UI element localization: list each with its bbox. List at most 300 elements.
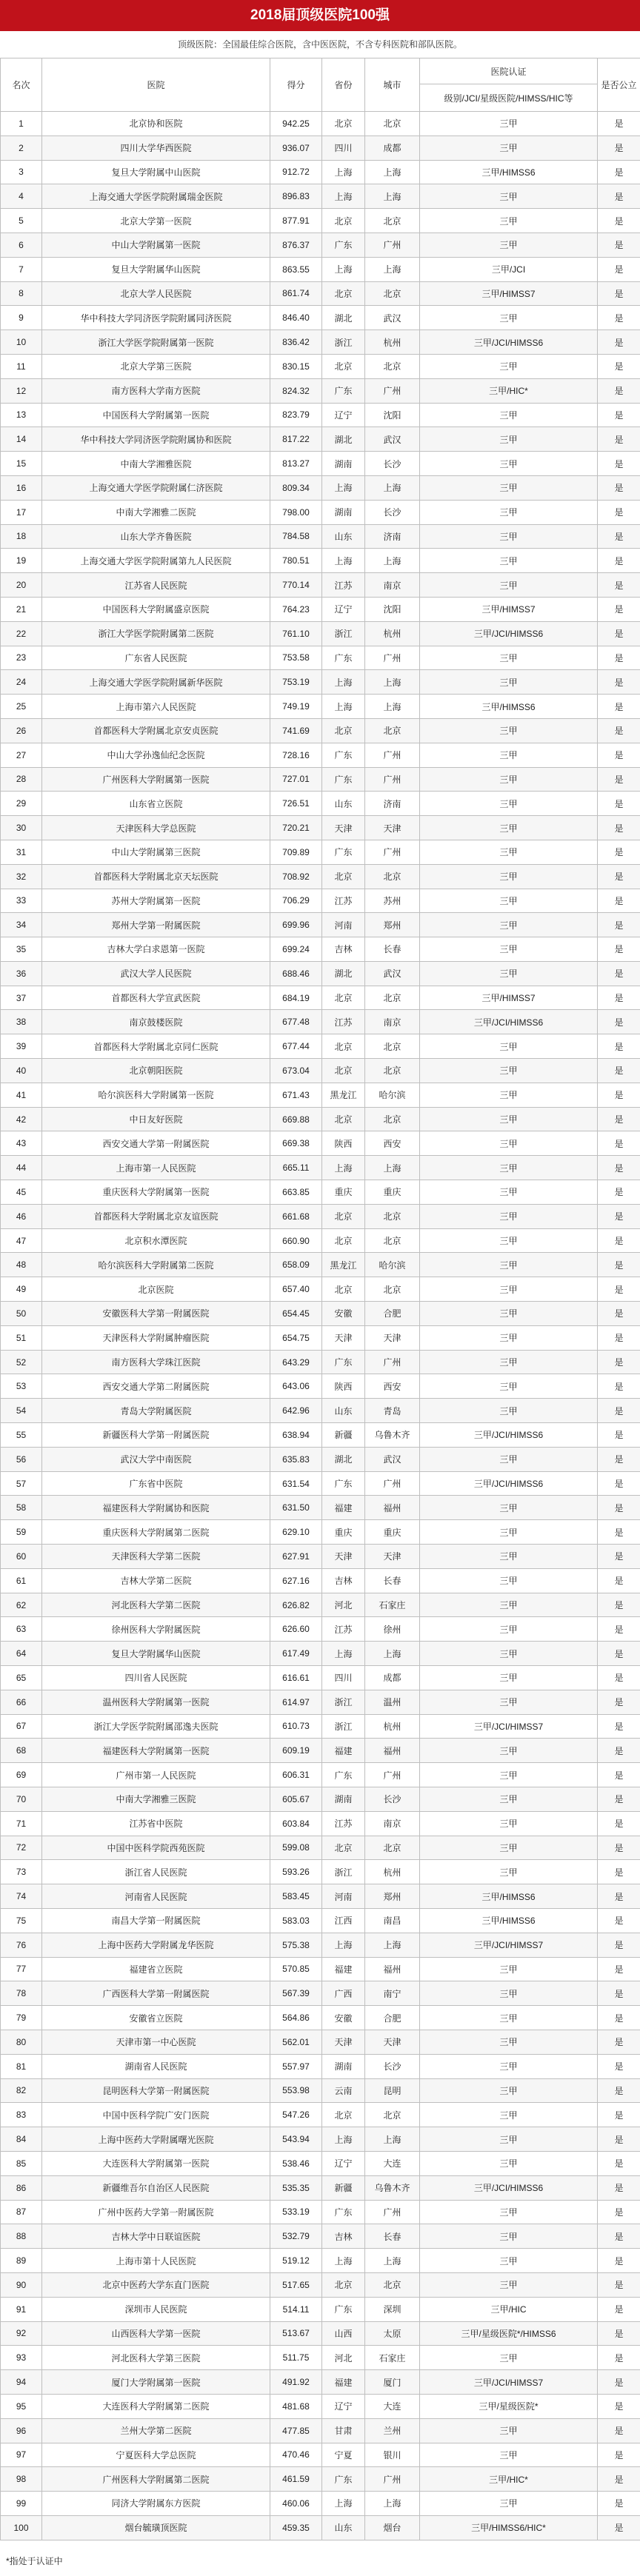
province-cell: 北京 <box>322 112 365 136</box>
certification-cell: 三甲/JCI/HIMSS6 <box>420 1423 598 1448</box>
certification-cell: 三甲 <box>420 1302 598 1326</box>
rank-cell: 73 <box>1 1860 42 1884</box>
table-row <box>1 1059 640 1083</box>
hospital-name-cell: 山东大学齐鲁医院 <box>42 524 270 549</box>
certification-cell: 三甲/星级医院* <box>420 2394 598 2418</box>
public-cell: 是 <box>598 452 640 476</box>
table-row <box>1 961 640 986</box>
public-cell: 是 <box>598 1908 640 1933</box>
rank-cell: 83 <box>1 2103 42 2127</box>
public-cell: 是 <box>598 136 640 160</box>
hospital-name-cell: 复旦大学附属华山医院 <box>42 257 270 281</box>
public-cell: 是 <box>598 1690 640 1714</box>
rank-cell: 18 <box>1 524 42 549</box>
table-row <box>1 2249 640 2273</box>
city-cell: 广州 <box>365 378 420 403</box>
table-row <box>1 452 640 476</box>
rank-cell: 85 <box>1 2151 42 2175</box>
province-cell: 广东 <box>322 840 365 864</box>
table-row <box>1 986 640 1010</box>
score-cell: 643.29 <box>270 1350 322 1374</box>
table-row <box>1 427 640 452</box>
score-cell: 617.49 <box>270 1642 322 1666</box>
score-cell: 836.42 <box>270 330 322 355</box>
rank-cell: 61 <box>1 1568 42 1593</box>
score-cell: 720.21 <box>270 816 322 840</box>
hospital-name-cell: 南京鼓楼医院 <box>42 1010 270 1034</box>
score-cell: 709.89 <box>270 840 322 864</box>
public-cell: 是 <box>598 1714 640 1739</box>
city-cell: 北京 <box>365 2272 420 2297</box>
province-cell: 上海 <box>322 1933 365 1957</box>
city-cell: 上海 <box>365 549 420 573</box>
city-cell: 沈阳 <box>365 597 420 621</box>
rank-cell: 32 <box>1 864 42 889</box>
hospital-name-cell: 厦门大学附属第一医院 <box>42 2370 270 2395</box>
certification-cell: 三甲 <box>420 1617 598 1642</box>
city-cell: 银川 <box>365 2443 420 2467</box>
city-cell: 上海 <box>365 184 420 209</box>
rank-cell: 26 <box>1 718 42 743</box>
city-cell: 北京 <box>365 2103 420 2127</box>
public-cell: 是 <box>598 913 640 937</box>
public-cell: 是 <box>598 2515 640 2540</box>
certification-cell: 三甲 <box>420 2103 598 2127</box>
score-cell: 626.82 <box>270 1593 322 1617</box>
rank-cell: 63 <box>1 1617 42 1642</box>
rank-cell: 36 <box>1 961 42 986</box>
table-row <box>1 1228 640 1253</box>
hospital-name-cell: 上海交通大学医学院附属瑞金医院 <box>42 184 270 209</box>
score-cell: 517.65 <box>270 2272 322 2297</box>
score-cell: 599.08 <box>270 1836 322 1860</box>
certification-cell: 三甲 <box>420 864 598 889</box>
score-cell: 654.45 <box>270 1302 322 1326</box>
hospital-name-cell: 首都医科大学附属北京同仁医院 <box>42 1034 270 1059</box>
table-row <box>1 1350 640 1374</box>
rank-cell: 75 <box>1 1908 42 1933</box>
public-cell: 是 <box>598 1180 640 1205</box>
certification-cell: 三甲 <box>420 1593 598 1617</box>
score-cell: 780.51 <box>270 549 322 573</box>
score-cell: 547.26 <box>270 2103 322 2127</box>
header-rank: 名次 <box>1 58 42 112</box>
score-cell: 741.69 <box>270 718 322 743</box>
rank-cell: 38 <box>1 1010 42 1034</box>
rank-cell: 15 <box>1 452 42 476</box>
public-cell: 是 <box>598 1957 640 1981</box>
hospital-name-cell: 上海中医药大学附属曙光医院 <box>42 2127 270 2152</box>
certification-cell: 三甲 <box>420 937 598 962</box>
province-cell: 广东 <box>322 1471 365 1496</box>
city-cell: 上海 <box>365 160 420 184</box>
certification-cell: 三甲 <box>420 2249 598 2273</box>
hospital-name-cell: 天津医科大学附属肿瘤医院 <box>42 1325 270 1350</box>
hospital-name-cell: 西安交通大学第二附属医院 <box>42 1374 270 1399</box>
city-cell: 上海 <box>365 257 420 281</box>
public-cell: 是 <box>598 1642 640 1666</box>
city-cell: 广州 <box>365 767 420 792</box>
certification-cell: 三甲 <box>420 1520 598 1545</box>
province-cell: 江苏 <box>322 1010 365 1034</box>
rank-cell: 8 <box>1 281 42 306</box>
city-cell: 北京 <box>365 281 420 306</box>
score-cell: 706.29 <box>270 889 322 913</box>
table-row <box>1 792 640 816</box>
hospital-name-cell: 浙江大学医学院附属第一医院 <box>42 330 270 355</box>
public-cell: 是 <box>598 2078 640 2103</box>
public-cell: 是 <box>598 1496 640 1520</box>
score-cell: 809.34 <box>270 475 322 500</box>
certification-cell: 三甲 <box>420 767 598 792</box>
city-cell: 长沙 <box>365 452 420 476</box>
public-cell: 是 <box>598 1131 640 1156</box>
rank-cell: 2 <box>1 136 42 160</box>
city-cell: 上海 <box>365 1156 420 1180</box>
rank-cell: 9 <box>1 306 42 330</box>
certification-cell: 三甲 <box>420 1399 598 1423</box>
public-cell: 是 <box>598 1836 640 1860</box>
province-cell: 广东 <box>322 646 365 670</box>
certification-cell: 三甲 <box>420 2030 598 2054</box>
province-cell: 上海 <box>322 2127 365 2152</box>
province-cell: 上海 <box>322 1642 365 1666</box>
certification-cell: 三甲/星级医院*/HIMSS6 <box>420 2321 598 2346</box>
public-cell: 是 <box>598 500 640 524</box>
certification-cell: 三甲 <box>420 2492 598 2516</box>
score-cell: 684.19 <box>270 986 322 1010</box>
province-cell: 河南 <box>322 913 365 937</box>
certification-cell: 三甲 <box>420 1836 598 1860</box>
city-cell: 北京 <box>365 1204 420 1228</box>
province-cell: 北京 <box>322 1228 365 1253</box>
hospital-name-cell: 广州中医药大学第一附属医院 <box>42 2200 270 2224</box>
city-cell: 天津 <box>365 816 420 840</box>
province-cell: 北京 <box>322 354 365 378</box>
hospital-name-cell: 广州医科大学附属第一医院 <box>42 767 270 792</box>
city-cell: 北京 <box>365 209 420 233</box>
public-cell: 是 <box>598 1156 640 1180</box>
hospital-name-cell: 福建医科大学附属协和医院 <box>42 1496 270 1520</box>
rank-cell: 10 <box>1 330 42 355</box>
province-cell: 甘肃 <box>322 2418 365 2443</box>
public-cell: 是 <box>598 1617 640 1642</box>
hospital-name-cell: 中南大学湘雅三医院 <box>42 1787 270 1811</box>
hospital-name-cell: 天津医科大学第二医院 <box>42 1545 270 1569</box>
score-cell: 708.92 <box>270 864 322 889</box>
rank-cell: 46 <box>1 1204 42 1228</box>
city-cell: 哈尔滨 <box>365 1083 420 1107</box>
province-cell: 上海 <box>322 695 365 719</box>
table-row <box>1 1981 640 2006</box>
score-cell: 603.84 <box>270 1811 322 1836</box>
hospital-name-cell: 温州医科大学附属第一医院 <box>42 1690 270 1714</box>
hospital-name-cell: 大连医科大学附属第一医院 <box>42 2151 270 2175</box>
hospital-name-cell: 徐州医科大学附属医院 <box>42 1617 270 1642</box>
certification-cell: 三甲 <box>420 1180 598 1205</box>
certification-cell: 三甲/HIMSS6 <box>420 695 598 719</box>
province-cell: 山西 <box>322 2321 365 2346</box>
province-cell: 广东 <box>322 232 365 257</box>
hospital-name-cell: 北京协和医院 <box>42 112 270 136</box>
certification-cell: 三甲 <box>420 2006 598 2030</box>
table-row <box>1 1811 640 1836</box>
province-cell: 广东 <box>322 743 365 767</box>
rank-cell: 57 <box>1 1471 42 1496</box>
province-cell: 北京 <box>322 209 365 233</box>
city-cell: 福州 <box>365 1957 420 1981</box>
score-cell: 665.11 <box>270 1156 322 1180</box>
certification-cell: 三甲 <box>420 136 598 160</box>
public-cell: 是 <box>598 2492 640 2516</box>
rank-cell: 22 <box>1 621 42 646</box>
city-cell: 广州 <box>365 2467 420 2492</box>
public-cell: 是 <box>598 232 640 257</box>
table-row <box>1 1666 640 1690</box>
public-cell: 是 <box>598 889 640 913</box>
province-cell: 陕西 <box>322 1131 365 1156</box>
hospital-name-cell: 大连医科大学附属第二医院 <box>42 2394 270 2418</box>
table-row <box>1 306 640 330</box>
rank-cell: 70 <box>1 1787 42 1811</box>
province-cell: 新疆 <box>322 2175 365 2200</box>
header-province: 省份 <box>322 58 365 112</box>
certification-cell: 三甲 <box>420 1277 598 1302</box>
hospital-name-cell: 天津市第一中心医院 <box>42 2030 270 2054</box>
city-cell: 南宁 <box>365 1981 420 2006</box>
public-cell: 是 <box>598 1325 640 1350</box>
city-cell: 太原 <box>365 2321 420 2346</box>
score-cell: 673.04 <box>270 1059 322 1083</box>
city-cell: 成都 <box>365 1666 420 1690</box>
province-cell: 江苏 <box>322 889 365 913</box>
certification-cell: 三甲 <box>420 403 598 427</box>
rank-cell: 30 <box>1 816 42 840</box>
certification-cell: 三甲 <box>420 2127 598 2152</box>
table-row <box>1 1593 640 1617</box>
score-cell: 669.38 <box>270 1131 322 1156</box>
public-cell: 是 <box>598 1471 640 1496</box>
certification-cell: 三甲 <box>420 1107 598 1131</box>
table-row <box>1 1399 640 1423</box>
city-cell: 北京 <box>365 864 420 889</box>
certification-cell: 三甲 <box>420 1374 598 1399</box>
score-cell: 813.27 <box>270 452 322 476</box>
certification-cell: 三甲 <box>420 1447 598 1471</box>
province-cell: 河北 <box>322 2346 365 2370</box>
rank-cell: 17 <box>1 500 42 524</box>
hospital-name-cell: 山西医科大学第一医院 <box>42 2321 270 2346</box>
public-cell: 是 <box>598 937 640 962</box>
city-cell: 上海 <box>365 695 420 719</box>
public-cell: 是 <box>598 695 640 719</box>
table-row <box>1 112 640 136</box>
certification-cell: 三甲/HIMSS6 <box>420 1908 598 1933</box>
city-cell: 上海 <box>365 1642 420 1666</box>
score-cell: 626.60 <box>270 1617 322 1642</box>
certification-cell: 三甲 <box>420 1957 598 1981</box>
hospital-name-cell: 广东省中医院 <box>42 1471 270 1496</box>
province-cell: 安徽 <box>322 2006 365 2030</box>
province-cell: 河南 <box>322 1884 365 1909</box>
certification-cell: 三甲 <box>420 1083 598 1107</box>
city-cell: 烟台 <box>365 2515 420 2540</box>
city-cell: 长沙 <box>365 2054 420 2078</box>
certification-cell: 三甲 <box>420 1156 598 1180</box>
rank-cell: 54 <box>1 1399 42 1423</box>
public-cell: 是 <box>598 1568 640 1593</box>
province-cell: 广东 <box>322 2200 365 2224</box>
hospital-name-cell: 北京大学第一医院 <box>42 209 270 233</box>
rank-cell: 35 <box>1 937 42 962</box>
table-row <box>1 1496 640 1520</box>
hospital-name-cell: 中国中医科学院广安门医院 <box>42 2103 270 2127</box>
rank-cell: 82 <box>1 2078 42 2103</box>
hospital-name-cell: 苏州大学附属第一医院 <box>42 889 270 913</box>
certification-cell: 三甲/HIMSS7 <box>420 986 598 1010</box>
city-cell: 天津 <box>365 1325 420 1350</box>
hospital-name-cell: 深圳市人民医院 <box>42 2297 270 2321</box>
public-cell: 是 <box>598 1739 640 1763</box>
rank-cell: 43 <box>1 1131 42 1156</box>
certification-cell: 三甲 <box>420 2443 598 2467</box>
province-cell: 广东 <box>322 2297 365 2321</box>
hospital-name-cell: 天津医科大学总医院 <box>42 816 270 840</box>
certification-cell: 三甲 <box>420 1811 598 1836</box>
certification-cell: 三甲 <box>420 354 598 378</box>
public-cell: 是 <box>598 2297 640 2321</box>
rank-cell: 99 <box>1 2492 42 2516</box>
province-cell: 山东 <box>322 1399 365 1423</box>
province-cell: 广东 <box>322 2467 365 2492</box>
city-cell: 南京 <box>365 1010 420 1034</box>
hospital-name-cell: 湖南省人民医院 <box>42 2054 270 2078</box>
city-cell: 北京 <box>365 112 420 136</box>
province-cell: 上海 <box>322 160 365 184</box>
table-row <box>1 2175 640 2200</box>
ranking-table <box>0 58 640 2540</box>
table-row <box>1 524 640 549</box>
rank-cell: 50 <box>1 1302 42 1326</box>
header-name: 医院 <box>42 58 270 112</box>
table-row <box>1 2103 640 2127</box>
table-row <box>1 1568 640 1593</box>
province-cell: 黑龙江 <box>322 1253 365 1277</box>
city-cell: 徐州 <box>365 1617 420 1642</box>
rank-cell: 33 <box>1 889 42 913</box>
city-cell: 武汉 <box>365 427 420 452</box>
rank-cell: 100 <box>1 2515 42 2540</box>
certification-cell: 三甲 <box>420 1860 598 1884</box>
table-row <box>1 1933 640 1957</box>
certification-cell: 三甲 <box>420 743 598 767</box>
score-cell: 798.00 <box>270 500 322 524</box>
certification-cell: 三甲/JCI/HIMSS7 <box>420 1714 598 1739</box>
province-cell: 福建 <box>322 1496 365 1520</box>
city-cell: 广州 <box>365 840 420 864</box>
table-row <box>1 2492 640 2516</box>
rank-cell: 13 <box>1 403 42 427</box>
certification-cell: 三甲/JCI <box>420 257 598 281</box>
province-cell: 四川 <box>322 1666 365 1690</box>
hospital-name-cell: 南方医科大学南方医院 <box>42 378 270 403</box>
hospital-name-cell: 首都医科大学附属北京安贞医院 <box>42 718 270 743</box>
certification-cell: 三甲/JCI/HIMSS6 <box>420 330 598 355</box>
hospital-name-cell: 河北医科大学第二医院 <box>42 1593 270 1617</box>
score-cell: 511.75 <box>270 2346 322 2370</box>
rank-cell: 68 <box>1 1739 42 1763</box>
rank-cell: 14 <box>1 427 42 452</box>
rank-cell: 55 <box>1 1423 42 1448</box>
table-row <box>1 1545 640 1569</box>
table-row <box>1 1447 640 1471</box>
table-row <box>1 646 640 670</box>
certification-cell: 三甲 <box>420 670 598 695</box>
province-cell: 天津 <box>322 816 365 840</box>
public-cell: 是 <box>598 2346 640 2370</box>
table-row <box>1 1253 640 1277</box>
score-cell: 824.32 <box>270 378 322 403</box>
province-cell: 北京 <box>322 2272 365 2297</box>
public-cell: 是 <box>598 427 640 452</box>
hospital-name-cell: 中南大学湘雅二医院 <box>42 500 270 524</box>
province-cell: 山东 <box>322 792 365 816</box>
rank-cell: 56 <box>1 1447 42 1471</box>
score-cell: 830.15 <box>270 354 322 378</box>
score-cell: 461.59 <box>270 2467 322 2492</box>
city-cell: 杭州 <box>365 621 420 646</box>
city-cell: 长沙 <box>365 1787 420 1811</box>
rank-cell: 69 <box>1 1763 42 1787</box>
province-cell: 福建 <box>322 1739 365 1763</box>
table-row <box>1 1180 640 1205</box>
certification-cell: 三甲 <box>420 549 598 573</box>
hospital-name-cell: 上海市第一人民医院 <box>42 1156 270 1180</box>
table-row <box>1 354 640 378</box>
certification-cell: 三甲 <box>420 2224 598 2249</box>
table-row <box>1 1156 640 1180</box>
score-cell: 627.16 <box>270 1568 322 1593</box>
rank-cell: 37 <box>1 986 42 1010</box>
certification-cell: 三甲/JCI/HIMSS7 <box>420 1933 598 1957</box>
hospital-name-cell: 上海交通大学医学院附属第九人民医院 <box>42 549 270 573</box>
certification-cell: 三甲 <box>420 1131 598 1156</box>
public-cell: 是 <box>598 597 640 621</box>
hospital-name-cell: 西安交通大学第一附属医院 <box>42 1131 270 1156</box>
rank-cell: 96 <box>1 2418 42 2443</box>
certification-cell: 三甲/HIMSS7 <box>420 597 598 621</box>
public-cell: 是 <box>598 573 640 598</box>
province-cell: 上海 <box>322 184 365 209</box>
hospital-name-cell: 中山大学附属第三医院 <box>42 840 270 864</box>
city-cell: 杭州 <box>365 1714 420 1739</box>
hospital-name-cell: 四川大学华西医院 <box>42 136 270 160</box>
score-cell: 817.22 <box>270 427 322 452</box>
public-cell: 是 <box>598 2030 640 2054</box>
province-cell: 辽宁 <box>322 403 365 427</box>
city-cell: 福州 <box>365 1739 420 1763</box>
province-cell: 天津 <box>322 1545 365 1569</box>
city-cell: 温州 <box>365 1690 420 1714</box>
rank-cell: 90 <box>1 2272 42 2297</box>
rank-cell: 94 <box>1 2370 42 2395</box>
table-row <box>1 2418 640 2443</box>
rank-cell: 88 <box>1 2224 42 2249</box>
province-cell: 重庆 <box>322 1520 365 1545</box>
rank-cell: 65 <box>1 1666 42 1690</box>
city-cell: 广州 <box>365 743 420 767</box>
rank-cell: 16 <box>1 475 42 500</box>
